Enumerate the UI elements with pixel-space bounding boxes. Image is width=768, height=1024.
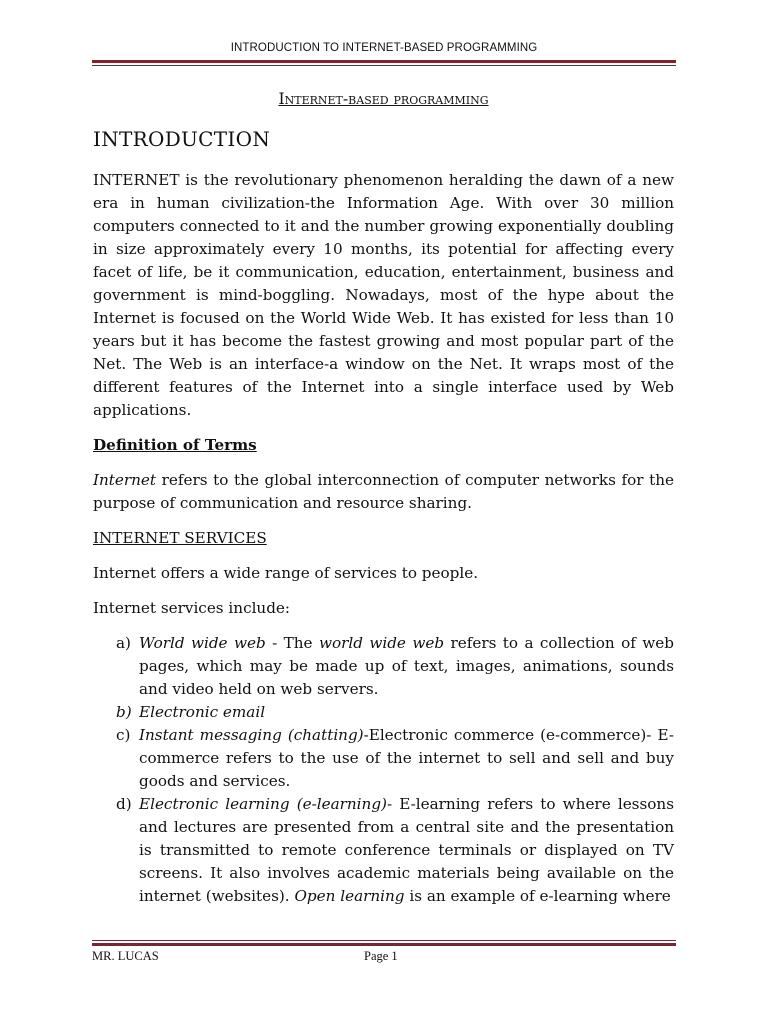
list-marker: c) [116,726,131,744]
header-rule-thin [92,65,676,66]
running-header: INTRODUCTION TO INTERNET-BASED PROGRAMMING [230,42,538,54]
definitions-heading: Definition of Terms [93,436,257,454]
list-item [93,793,674,908]
services-heading: INTERNET SERVICES [93,529,267,547]
page-number: Page 1 [364,949,398,963]
list-item-text: -Electronic commerce (e-commerce)- E-commerce refers to the use of the internet to sell and sell and buy goods and services. [139,726,674,790]
definition-paragraph [93,469,674,515]
list-item [93,701,674,724]
list-marker: b) [116,703,132,721]
section-heading-introduction: INTRODUCTION [93,127,271,151]
footer-rule-thick [92,943,676,946]
document-title: Internet-based programming [278,90,489,108]
list-item-term: Electronic learning (e-learning) [139,795,387,813]
intro-paragraph: INTERNET is the revolutionary phenomenon heralding the dawn of a new era in human civilization-the Information Age. With over 30 million computers connected to it and the number growing exponentially doubling in size approximately every 10 months, its potential for affecting every facet of life, be it communication, education, entertainment, business and government is mind-boggling. Nowadays, most of the hype about the Internet is focused on the World Wide Web. It has existed for less than 10 years but it has become the fastest growing and most popular part of the Net. The Web is an interface-a window on the Net. It wraps most of the different features of the Internet into a single interface used by Web applications. [93,171,674,419]
header-rule-thick [92,60,676,63]
footer-rule-thin [92,940,676,941]
services-intro-line: Internet offers a wide range of services to people. [93,564,479,582]
page-body [93,88,674,908]
footer-author: MR. LUCAS [92,949,159,963]
list-item-text-2: refers to a collection of web pages, which may be made up of text, images, animations, sounds and video held on web servers. [139,634,674,698]
list-item-term-2: world wide web [318,634,445,652]
list-item-term: World wide web [139,634,266,652]
services-include-line: Internet services include: [93,599,291,617]
list-marker: d) [116,795,132,813]
list-item-text: - The [265,634,319,652]
list-marker: a) [116,634,131,652]
definition-text: refers to the global interconnection of computer networks for the purpose of communication and resource sharing. [93,471,674,512]
list-item-term: Instant messaging (chatting) [139,726,364,744]
list-item [93,632,674,701]
definition-term: Internet [93,471,157,489]
list-item-term: Electronic email [139,703,266,721]
list-item-text-2: is an example of e-learning where [404,887,671,905]
services-list [93,632,674,908]
list-item [93,724,674,793]
list-item-term-2: Open learning [294,887,405,905]
list-item-text: - E-learning refers to where lessons and lectures are presented from a central site and the presentation is transmitted to remote conference terminals or displayed on TV screens. It also involves academic materials being available on the internet (websites). [139,795,674,905]
